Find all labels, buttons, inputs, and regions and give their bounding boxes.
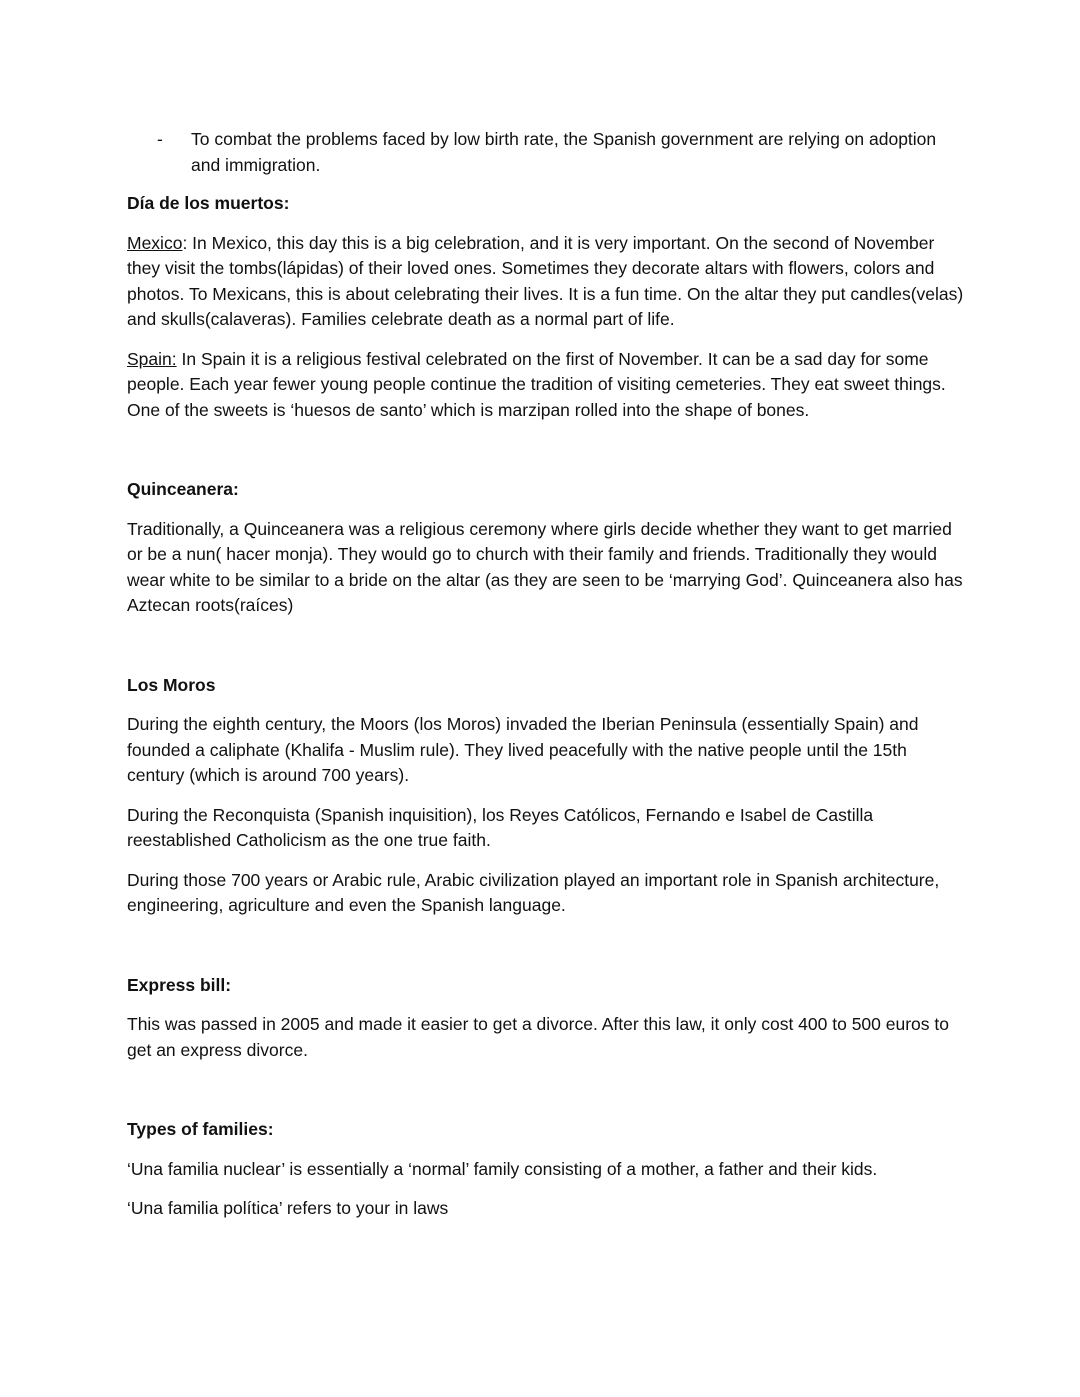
paragraph-mexico (127, 231, 967, 333)
paragraph-quinceanera: Traditionally, a Quinceanera was a religious ceremony where girls decide whether they want to get married or be a nun( hacer monja). They would go to church with their family and friends. Traditionally they would wear white to be similar to a bride on the altar (as they are seen to be ‘marrying God’. Quinceanera also has Aztecan roots(raíces) (127, 518, 963, 615)
document-page (127, 127, 967, 1236)
paragraph-los-moros-1: During the eighth century, the Moors (los Moros) invaded the Iberian Peninsula (essentially Spain) and founded a caliphate (Khalifa - Muslim rule). They lived peacefully with the native people until the 15th century (which is around 700 years). (127, 714, 919, 785)
label-mexico: Mexico (127, 232, 183, 253)
text-spain: In Spain it is a religious festival celebrated on the first of November. It can be a sad day for some people. Each year fewer young people continue the tradition of visiting cemeteries. They eat sweet things. One of the sweets is ‘huesos de santo’ which is marzipan rolled into the shape of bones. (127, 348, 946, 420)
heading-dia-de-los-muertos: Día de los muertos: (127, 193, 290, 213)
paragraph-familia-politica: ‘Una familia política’ refers to your in laws (127, 1198, 449, 1218)
bullet-item (157, 127, 967, 178)
paragraph-spain (127, 347, 967, 424)
paragraph-los-moros-2: During the Reconquista (Spanish inquisition), los Reyes Católicos, Fernando e Isabel de Castilla reestablished Catholicism as the one true faith. (127, 804, 874, 850)
text-mexico: : In Mexico, this day this is a big celebration, and it is very important. On the second of November they visit the tombs(lápidas) of their loved ones. Sometimes they decorate altars with flowers, colors and photos. To Mexicans, this is about celebrating their lives. It is a fun time. On the altar they put candles(velas) and skulls(calaveras). Families celebrate death as a normal part of life. (127, 232, 964, 329)
label-spain: Spain: (127, 348, 177, 369)
heading-los-moros: Los Moros (127, 674, 216, 695)
heading-quinceanera: Quinceanera: (127, 479, 239, 499)
paragraph-familia-nuclear: ‘Una familia nuclear’ is essentially a ‘normal’ family consisting of a mother, a father and their kids. (127, 1158, 878, 1179)
paragraph-express-bill: This was passed in 2005 and made it easier to get a divorce. After this law, it only cost 400 to 500 euros to get an express divorce. (127, 1014, 949, 1060)
bullet-text: To combat the problems faced by low birth rate, the Spanish government are relying on adoption and immigration. (191, 129, 937, 175)
paragraph-los-moros-3: During those 700 years or Arabic rule, Arabic civilization played an important role in Spanish architecture, engineering, agriculture and even the Spanish language. (127, 869, 940, 915)
bullet-dash: - (157, 129, 163, 149)
heading-types-of-families: Types of families: (127, 1119, 274, 1139)
heading-express-bill: Express bill: (127, 974, 232, 995)
